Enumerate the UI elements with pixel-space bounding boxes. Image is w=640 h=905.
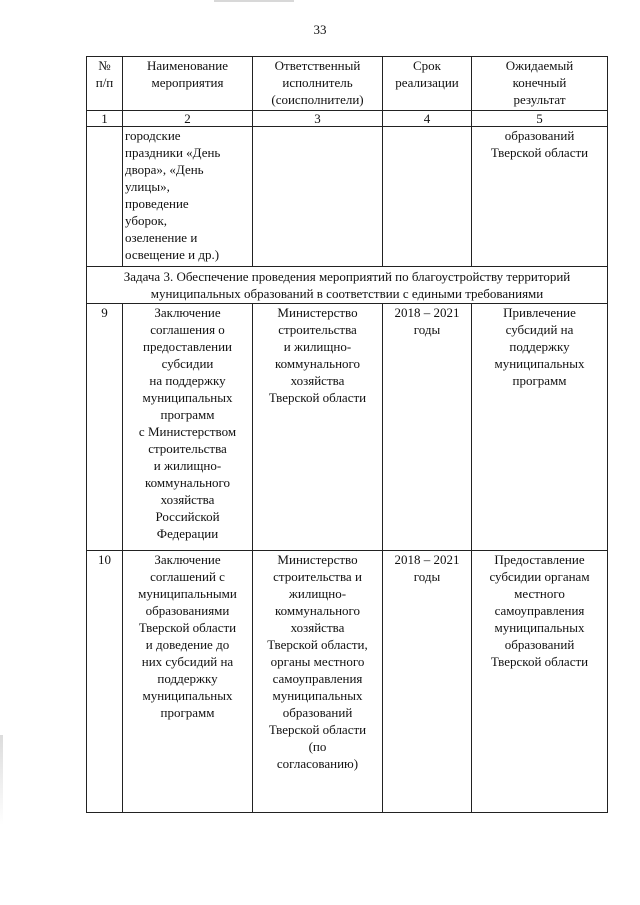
header-result: Ожидаемый конечный результат	[472, 57, 608, 111]
row-measure-name: Заключение соглашения о предоставлении субсидии на поддержку муниципальных программ с Министерством строительства и жилищно- коммунального хозяйства Российской Федерации	[123, 304, 253, 551]
row-result: Привлечение субсидий на поддержку муниципальных программ	[472, 304, 608, 551]
scan-artifact-top	[214, 0, 294, 2]
task-heading: Задача 3. Обеспечение проведения мероприятий по благоустройству территорий муниципальных образований в соответствии с едиными требованиями	[87, 267, 608, 304]
continuation-result: образований Тверской области	[472, 127, 608, 267]
table-row	[87, 304, 608, 551]
continuation-name: городские праздники «День двора», «День улицы», проведение уборок, озеленение и освещение и др.)	[123, 127, 253, 267]
row-result: Предоставление субсидии органам местного самоуправления муниципальных образований Тверской области	[472, 551, 608, 813]
header-executor: Ответственный исполнитель (соисполнители)	[253, 57, 383, 111]
col-number-2: 2	[123, 111, 253, 127]
scan-artifact-left	[0, 735, 3, 825]
col-number-3: 3	[253, 111, 383, 127]
row-executor: Министерство строительства и жилищно- коммунального хозяйства Тверской области	[253, 304, 383, 551]
col-number-4: 4	[383, 111, 472, 127]
page-number: 33	[313, 22, 327, 37]
continuation-row	[87, 127, 608, 267]
continuation-period-cell	[383, 127, 472, 267]
row-executor: Министерство строительства и жилищно- коммунального хозяйства Тверской области, органы местного самоуправления муниципальных образований Тверской области (по согласованию)	[253, 551, 383, 813]
row-measure-name: Заключение соглашений с муниципальными образованиями Тверской области и доведение до них субсидий на поддержку муниципальных программ	[123, 551, 253, 813]
row-period: 2018 – 2021 годы	[383, 551, 472, 813]
col-number-1: 1	[87, 111, 123, 127]
header-number: № п/п	[87, 57, 123, 111]
row-number: 10	[87, 551, 123, 813]
row-period: 2018 – 2021 годы	[383, 304, 472, 551]
col-number-5: 5	[472, 111, 608, 127]
continuation-executor-cell	[253, 127, 383, 267]
table-header-row	[87, 57, 608, 111]
table-row	[87, 551, 608, 813]
header-period: Срок реализации	[383, 57, 472, 111]
header-name: Наименование мероприятия	[123, 57, 253, 111]
column-number-row	[87, 111, 608, 127]
continuation-num-cell	[87, 127, 123, 267]
task-row	[87, 267, 608, 304]
row-number: 9	[87, 304, 123, 551]
measures-table	[86, 56, 608, 813]
